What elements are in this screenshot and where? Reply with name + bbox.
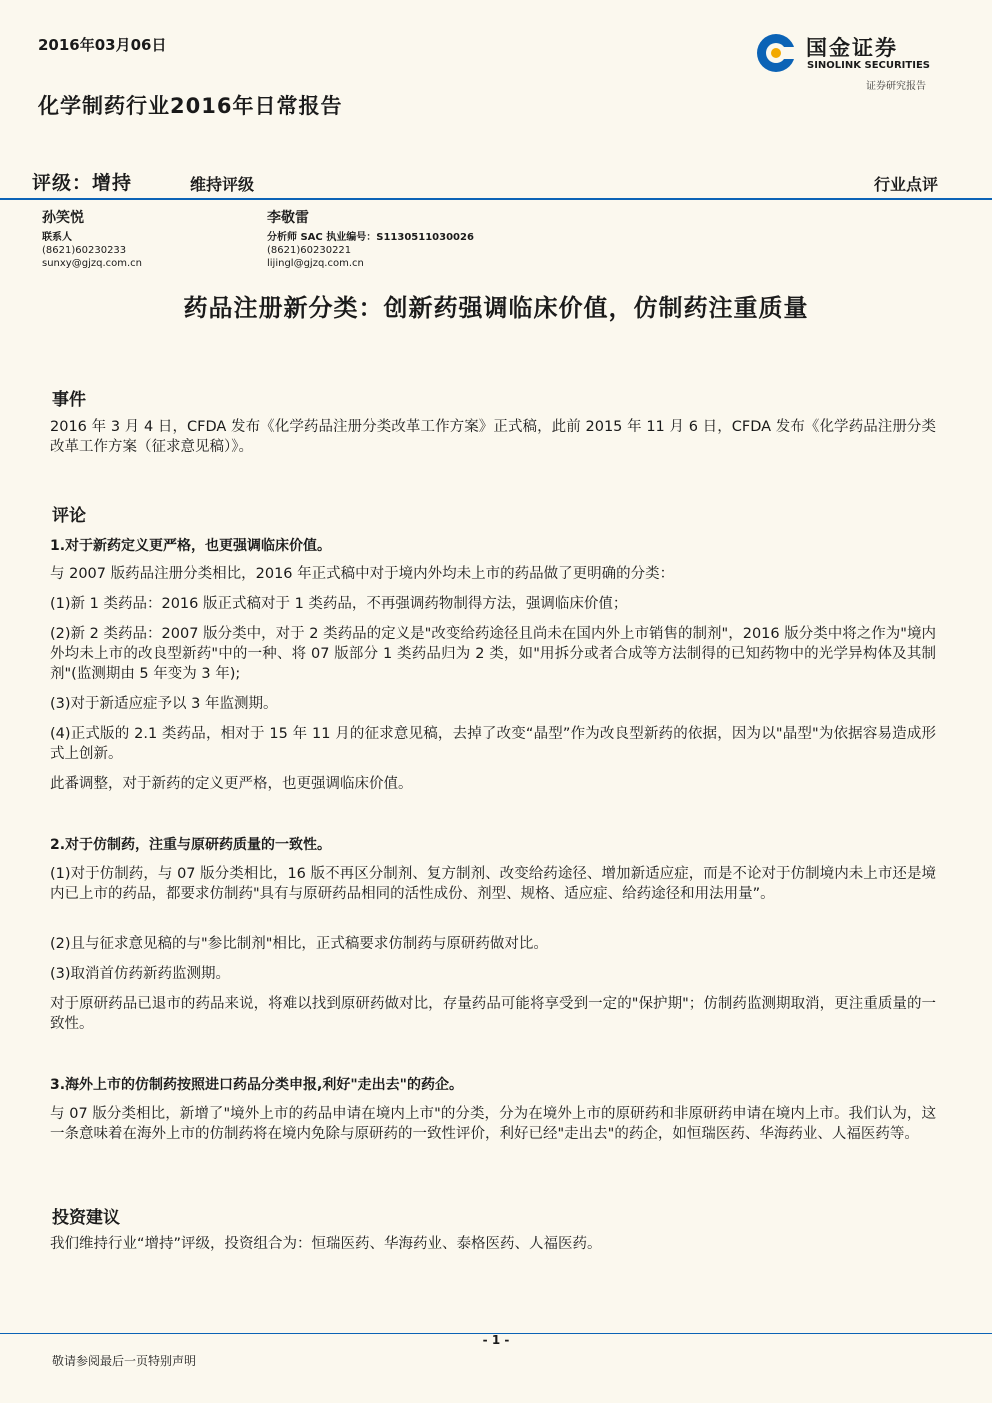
section-1-paragraph: (1)新 1 类药品：2016 版正式稿对于 1 类药品，不再强调药物制得方法，强调临床价值； (50, 596, 628, 612)
logo-en-text: SINOLINK SECURITIES (807, 60, 930, 71)
invest-heading: 投资建议 (52, 1208, 120, 1228)
sinolink-logo-icon (756, 33, 796, 73)
section-2-paragraph: 对于原研药品已退市的药品来说，将难以找到原研药做对比，存量药品可能将享受到一定的"保护期"；仿制药监测期取消，更注重质量的一致性。 (50, 996, 936, 1032)
section-2-paragraph: (3)取消首仿药新药监测期。 (50, 966, 231, 982)
section-1-paragraph: 与 2007 版药品注册分类相比，2016 年正式稿中对于境内外均未上市的药品做了更明确的分类： (50, 566, 675, 582)
page-number: - 1 - (482, 1333, 510, 1347)
section-3-paragraph: 与 07 版分类相比，新增了"境外上市的药品申请在境内上市"的分类，分为在境外上市的原研药和非原研药申请在境内上市。我们认为，这一条意味着在海外上市的仿制药将在境内免除与原研药的一致性评价，利好已经"走出去"的药企，如恒瑞医药、华海药业、人福医药等。 (50, 1106, 936, 1142)
section-2-paragraph: (1)对于仿制药，与 07 版分类相比，16 版不再区分制剂、复方制剂、改变给药途径、增加新适应症，而是不论对于仿制境内未上市还是境内已上市的药品，都要求仿制药"具有与原研药品相同的活性成份、剂型、规格、适应症、给药途径和用法用量”。 (50, 866, 936, 902)
section-1-title: 1.对于新药定义更严格，也更强调临床价值。 (50, 538, 332, 554)
analyst-role: 分析师 SAC 执业编号：S1130511030026 (267, 232, 474, 243)
logo-sub-text: 证券研究报告 (866, 81, 926, 92)
event-paragraph: 2016 年 3 月 4 日，CFDA 发布《化学药品注册分类改革工作方案》正式稿，此前 2015 年 11 月 6 日，CFDA 发布《化学药品注册分类改革工作方案（征求意见稿）》。 (50, 419, 936, 455)
report-title: 化学制药行业2016年日常报告 (38, 94, 343, 118)
section-3-title: 3.海外上市的仿制药按照进口药品分类申报,利好"走出去"的药企。 (50, 1077, 463, 1093)
section-1-paragraph: (3)对于新适应症予以 3 年监测期。 (50, 696, 278, 712)
report-category: 行业点评 (873, 175, 938, 194)
rating-label: 评级：增持 (32, 172, 133, 194)
invest-paragraph: 我们维持行业“增持”评级，投资组合为：恒瑞医药、华海药业、泰格医药、人福医药。 (50, 1236, 602, 1252)
analyst-card (42, 208, 142, 270)
section-1-paragraph: (2)新 2 类药品：2007 版分类中，对于 2 类药品的定义是"改变给药途径且尚未在国内外上市销售的制剂"，2016 版分类中将之作为"境内外均未上市的改良型新药"中的一种、将 07 版部分 1 类药品归为 2 类，如"用拆分或者合成等方法制得的已知药物中的光学异构体及其制剂"(监测期由 5 年变为 3 年); (50, 626, 936, 682)
section-2-paragraph: (2)且与征求意见稿的与"参比制剂"相比，正式稿要求仿制药与原研药做对比。 (50, 936, 548, 952)
analyst-role: 联系人 (42, 232, 72, 243)
analyst-name: 孙笑悦 (42, 210, 84, 226)
maintain-rating-label: 维持评级 (190, 175, 255, 194)
company-logo (756, 30, 942, 90)
analyst-phone: (8621)60230233 (42, 245, 127, 256)
section-2-title: 2.对于仿制药，注重与原研药质量的一致性。 (50, 837, 332, 853)
analyst-email[interactable]: lijingl@gjzq.com.cn (267, 258, 364, 269)
analyst-phone: (8621)60230221 (267, 245, 352, 256)
comment-heading: 评论 (52, 506, 86, 526)
report-date: 2016年03月06日 (38, 36, 167, 54)
section-1-paragraph: (4)正式版的 2.1 类药品，相对于 15 年 11 月的征求意见稿，去掉了改变“晶型”作为改良型新药的依据，因为以"晶型"为依据容易造成形式上创新。 (50, 726, 936, 762)
logo-cn-text: 国金证券 (806, 36, 898, 60)
analyst-card (267, 208, 474, 270)
event-heading: 事件 (52, 390, 86, 410)
rating-bar-divider (0, 162, 992, 200)
report-headline: 药品注册新分类：创新药强调临床价值，仿制药注重质量 (183, 294, 809, 322)
analyst-email[interactable]: sunxy@gjzq.com.cn (42, 258, 142, 269)
disclaimer-note: 敬请参阅最后一页特别声明 (52, 1354, 197, 1368)
section-1-paragraph: 此番调整，对于新药的定义更严格，也更强调临床价值。 (50, 776, 413, 792)
analyst-name: 李敬雷 (267, 210, 309, 226)
